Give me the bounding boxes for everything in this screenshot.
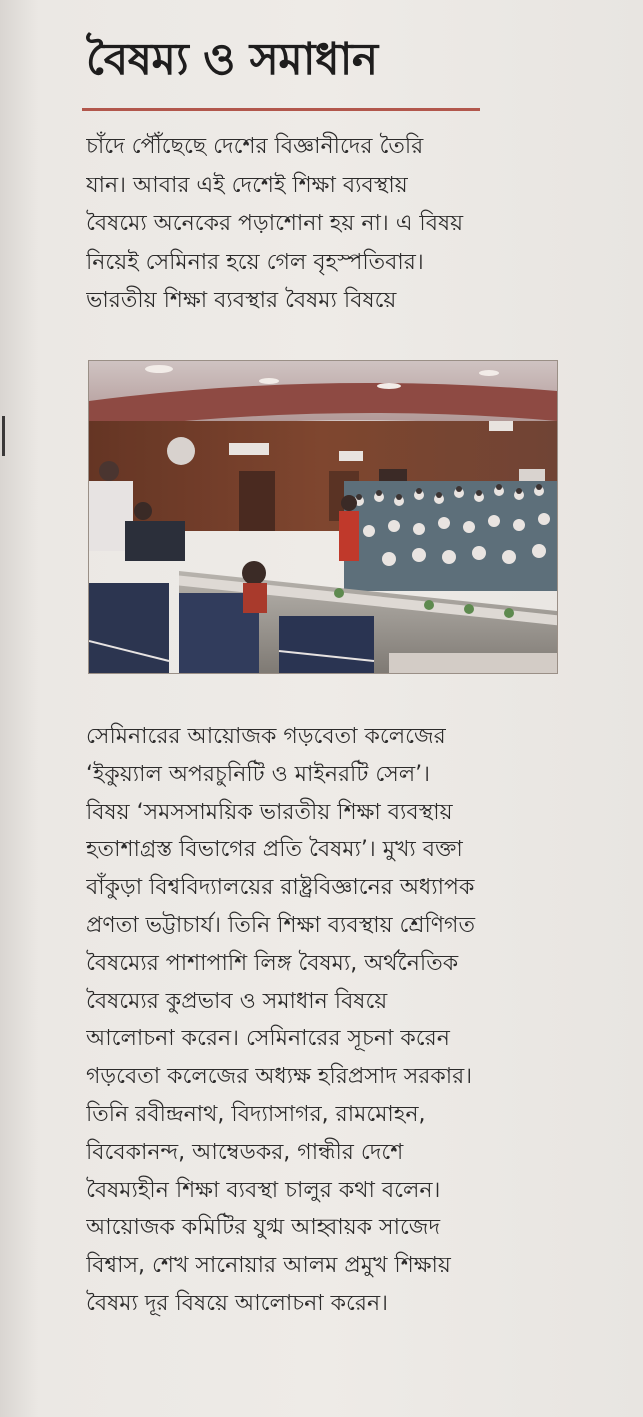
body-line: বিষয় ‘সমসসাময়িক ভারতীয় শিক্ষা ব্যবস্থায় xyxy=(86,799,453,825)
edge-mark xyxy=(2,416,7,456)
body-line: বিবেকানন্দ, আম্বেডকর, গান্ধীর দেশে xyxy=(86,1139,404,1165)
body-line: সেমিনারের আয়োজক গড়বেতা কলেজের xyxy=(86,724,446,749)
body-line: হতাশাগ্রস্ত বিভাগের প্রতি বৈষম্য’। মুখ্য বক্তা xyxy=(86,837,463,863)
body-line: বাঁকুড়া বিশ্ববিদ্যালয়ের রাষ্ট্রবিজ্ঞানের অধ্যাপক xyxy=(86,875,475,901)
intro-line: ভারতীয় শিক্ষা ব্যবস্থার বৈষম্য বিষয়ে xyxy=(86,288,397,313)
body-paragraph xyxy=(86,718,596,1323)
body-line: বৈষম্যের পাশাপাশি লিঙ্গ বৈষম্য, অর্থনৈতিক xyxy=(86,950,459,976)
body-line: প্রণতা ভট্টাচার্য। তিনি শিক্ষা ব্যবস্থায় শ্রেণিগত xyxy=(86,912,475,938)
body-line: আলোচনা করেন। সেমিনারের সূচনা করেন xyxy=(86,1026,450,1052)
body-line: বৈষম্যহীন শিক্ষা ব্যবস্থা চালুর কথা বলেন। xyxy=(86,1177,441,1203)
intro-line: যান। আবার এই দেশেই শিক্ষা ব্যবস্থায় xyxy=(86,172,408,198)
intro-line: নিয়েই সেমিনার হয়ে গেল বৃহস্পতিবার। xyxy=(86,249,424,275)
body-line: গড়বেতা কলেজের অধ্যক্ষ হরিপ্রসাদ সরকার। xyxy=(86,1064,473,1090)
body-line: বৈষম্য দূর বিষয়ে আলোচনা করেন। xyxy=(86,1290,388,1316)
headline: বৈষম্য ও সমাধান xyxy=(86,34,378,85)
intro-line: চাঁদে পৌঁছেছে দেশের বিজ্ঞানীদের তৈরি xyxy=(86,134,424,159)
body-line: আয়োজক কমিটির যুগ্ম আহ্বায়ক সাজেদ xyxy=(86,1215,441,1241)
intro-line: বৈষম্যে অনেকের পড়াশোনা হয় না। এ বিষয় xyxy=(86,211,464,236)
body-line: তিনি রবীন্দ্রনাথ, বিদ্যাসাগর, রামমোহন, xyxy=(86,1101,426,1127)
body-line: বৈষম্যের কুপ্রভাব ও সমাধান বিষয়ে xyxy=(86,988,388,1014)
seminar-photo xyxy=(88,360,558,674)
headline-rule xyxy=(82,108,480,111)
body-line: বিশ্বাস, শেখ সানোয়ার আলম প্রমুখ শিক্ষায় xyxy=(86,1253,451,1279)
intro-paragraph xyxy=(86,128,596,321)
body-line: ‘ইকুয়্যাল অপরচুনিটি ও মাইনরটি সেল’। xyxy=(86,761,431,787)
